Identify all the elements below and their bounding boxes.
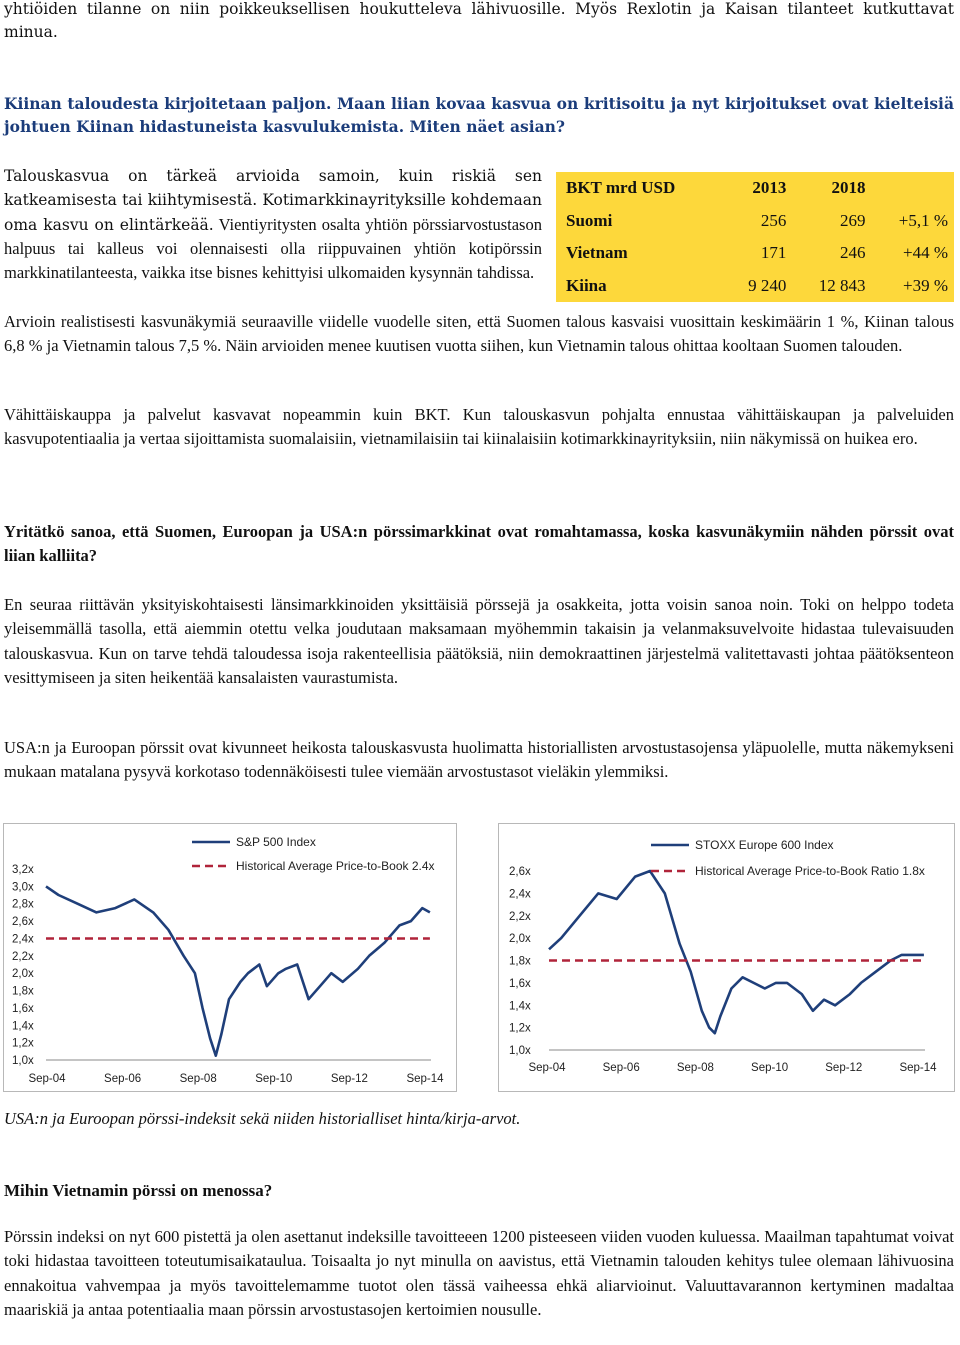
legend-label: Historical Average Price-to-Book 2.4x [236, 859, 435, 873]
y-tick-label: 2,4x [509, 888, 531, 901]
question-vietnam: Mihin Vietnamin pörssi on menossa? [4, 1181, 273, 1200]
y-tick-label: 1,0x [12, 1055, 34, 1067]
gdp-header-change [871, 172, 954, 205]
legend-label: STOXX Europe 600 Index [695, 838, 834, 852]
gdp-table-header [556, 172, 954, 205]
question-china: Kiinan taloudesta kirjoitetaan paljon. Maan liian kovaa kasvua on kritisoitu ja nyt kirjoitukset ovat kielteisiä johtuen Kiinan hidastuneista kasvulukemista. Miten näet asian? [4, 94, 954, 136]
y-tick-label: 1,2x [509, 1022, 531, 1035]
y-tick-label: 2,8x [12, 898, 34, 911]
x-tick-label: Sep-04 [28, 1073, 66, 1085]
x-tick-label: Sep-04 [528, 1062, 566, 1074]
index-line [46, 886, 430, 1055]
paragraph-growth-forecast: Arvioin realistisesti kasvunäkymiä seuraaville viidelle vuodelle siten, että Suomen talous kasvaisi vuosittain keskimäärin 1 %, Kiinan talous 6,8 % ja Vietnamin talous 7,5 %. Näin arvioiden menee kuutisen vuotta siihen, kun Vietnamin talous ohittaa kooltaan Suomen talouden. [4, 312, 954, 356]
gdp-value-2013: 171 [760, 243, 787, 263]
gdp-table [556, 172, 954, 302]
paragraph-vietnam: Pörssin indeksi on nyt 600 pistettä ja olen asettanut indeksille tavoitteeen 1200 pisteeseen viiden vuoden kuluessa. Maailman tapahtumat voivat toki hidastaa tavoitteen toteutumisaikataulua. Toisaalta jo nyt minulla on aavistus, että Vietnamin talouden kehitys tulee olemaan lähivuosina ennakoitua vahvempaa ja myös tavoittelemamme tuotot olen tässä vaiheessa ehkä aliarvioinut. Valuuttavarannon kertyminen madaltaa maariskiä ja antaa potentiaalia maan pörssin arvostustasojen kertoimien nousulle. [4, 1227, 954, 1319]
y-tick-label: 1,4x [509, 1000, 531, 1013]
y-tick-label: 1,4x [12, 1020, 34, 1033]
gdp-change: +39 % [903, 275, 948, 295]
x-tick-label: Sep-10 [255, 1073, 293, 1085]
chart-sp500-svg [4, 824, 456, 1091]
gdp-table-row [556, 237, 954, 270]
gdp-header-2013: 2013 [752, 178, 787, 198]
y-tick-label: 3,2x [12, 864, 34, 876]
x-tick-label: Sep-06 [104, 1073, 142, 1085]
y-tick-label: 1,2x [12, 1037, 34, 1050]
chart-stoxx600 [498, 823, 955, 1092]
gdp-header-label: BKT mrd USD [566, 178, 676, 198]
paragraph-usa-europe: USA:n ja Euroopan pörssit ovat kivunneet heikosta talouskasvusta huolimatta historiallisten arvostustasojensa yläpuolelle, mutta näkemykseni mukaan matalana pysyvä korkotaso todennäköisesti tulee viemään arvostustasot vieläkin ylemmiksi. [4, 738, 954, 782]
y-tick-label: 1,0x [509, 1045, 531, 1057]
y-tick-label: 2,0x [509, 933, 531, 946]
gdp-table-row [556, 270, 954, 303]
chart-stoxx600-svg [499, 824, 954, 1091]
paragraph-retail: Vähittäiskauppa ja palvelut kasvavat nopeammin kuin BKT. Kun talouskasvun pohjalta ennustaa vähittäiskaupan ja palveluiden kasvupotentiaalia ja vertaa sijoittamista suomalaisiin, vietnamilaisiin tai kiinalaisiin kotimarkkinayrityksiin, niin näkymissä on huikea ero. [4, 405, 954, 449]
y-tick-label: 1,8x [509, 955, 531, 968]
gdp-table-row [556, 205, 954, 238]
x-tick-label: Sep-06 [602, 1062, 640, 1074]
y-tick-label: 1,6x [12, 1002, 34, 1015]
paragraph-intro: yhtiöiden tilanne on niin poikkeuksellisen houkutteleva lähivuosille. Myös Rexlotin ja Kaisan tilanteet kutkuttavat minua. [4, 0, 954, 41]
y-tick-label: 2,6x [509, 866, 531, 878]
x-tick-label: Sep-08 [676, 1062, 714, 1074]
gdp-value-2018: 246 [839, 243, 866, 263]
y-tick-label: 2,0x [12, 968, 34, 981]
y-tick-label: 3,0x [12, 881, 34, 894]
gdp-country: Vietnam [566, 243, 628, 263]
y-tick-label: 2,2x [509, 910, 531, 923]
paragraph-growth-side-b: Vientiyritysten osalta yhtiön pörssiarvostustason halpuus tai kalleus voi olennaisesti olla riippuvainen yhtiön kotipörssin markkinatilanteesta, vaikka itse bisnes kehittyisi ulkomaiden kysynnän tahdissa. [4, 214, 542, 283]
gdp-change: +5,1 % [898, 210, 948, 230]
gdp-value-2018: 12 843 [818, 275, 866, 295]
x-tick-label: Sep-14 [406, 1073, 444, 1085]
gdp-country: Suomi [566, 210, 613, 230]
legend-label: S&P 500 Index [236, 835, 316, 849]
paragraph-growth-side-a: Talouskasvua on tärkeä arvioida samoin, kuin riskiä sen katkeamisesta tai kiihtymisestä. Kotimarkkinayrityksille kohdemaan oma kasvu on elintärkeää. [4, 167, 542, 234]
x-tick-label: Sep-14 [899, 1062, 937, 1074]
question-western-markets: Yritätkö sanoa, että Suomen, Euroopan ja USA:n pörssimarkkinat ovat romahtamassa, koska kasvunäkymiin nähden pörssit ovat liian kalliita? [4, 522, 954, 566]
y-tick-label: 2,4x [12, 933, 34, 946]
gdp-value-2013: 9 240 [748, 275, 787, 295]
paragraph-western-markets: En seuraa riittävän yksityiskohtaisesti länsimarkkinoiden yksittäisiä pörssejä ja osakkeita, jotta voisin sanoa noin. Toki on helppo todeta yleisemmällä tasolla, että aiemmin otettu velka joudutaan maksamaan myöhemmin takaisin ja velanmaksuvelvoite hidastaa tulevaisuuden talouskasvua. Kun on tarve tehdä taloudessa isoja rakenteellisia päätöksiä, niin demokraattinen järjestelmä valitettavasti johtaa päätöksenteon vesittymiseen ja siten heikentää kansalaisten vaurastumista. [4, 595, 954, 687]
legend-label: Historical Average Price-to-Book Ratio 1.8x [695, 864, 925, 878]
gdp-value-2013: 256 [760, 210, 787, 230]
y-tick-label: 1,8x [12, 985, 34, 998]
gdp-value-2018: 269 [839, 210, 866, 230]
gdp-country: Kiina [566, 275, 607, 295]
index-line [549, 871, 924, 1033]
chart-caption: USA:n ja Euroopan pörssi-indeksit sekä niiden historialliset hinta/kirja-arvot. [4, 1109, 521, 1128]
chart-sp500 [3, 823, 457, 1092]
gdp-change: +44 % [903, 243, 948, 263]
gdp-header-2018: 2018 [831, 178, 866, 198]
y-tick-label: 2,6x [12, 916, 34, 929]
x-tick-label: Sep-08 [179, 1073, 217, 1085]
y-tick-label: 1,6x [509, 977, 531, 990]
y-tick-label: 2,2x [12, 950, 34, 963]
x-tick-label: Sep-12 [330, 1073, 368, 1085]
x-tick-label: Sep-10 [751, 1062, 789, 1074]
paragraph-growth-side [4, 164, 542, 285]
x-tick-label: Sep-12 [825, 1062, 863, 1074]
